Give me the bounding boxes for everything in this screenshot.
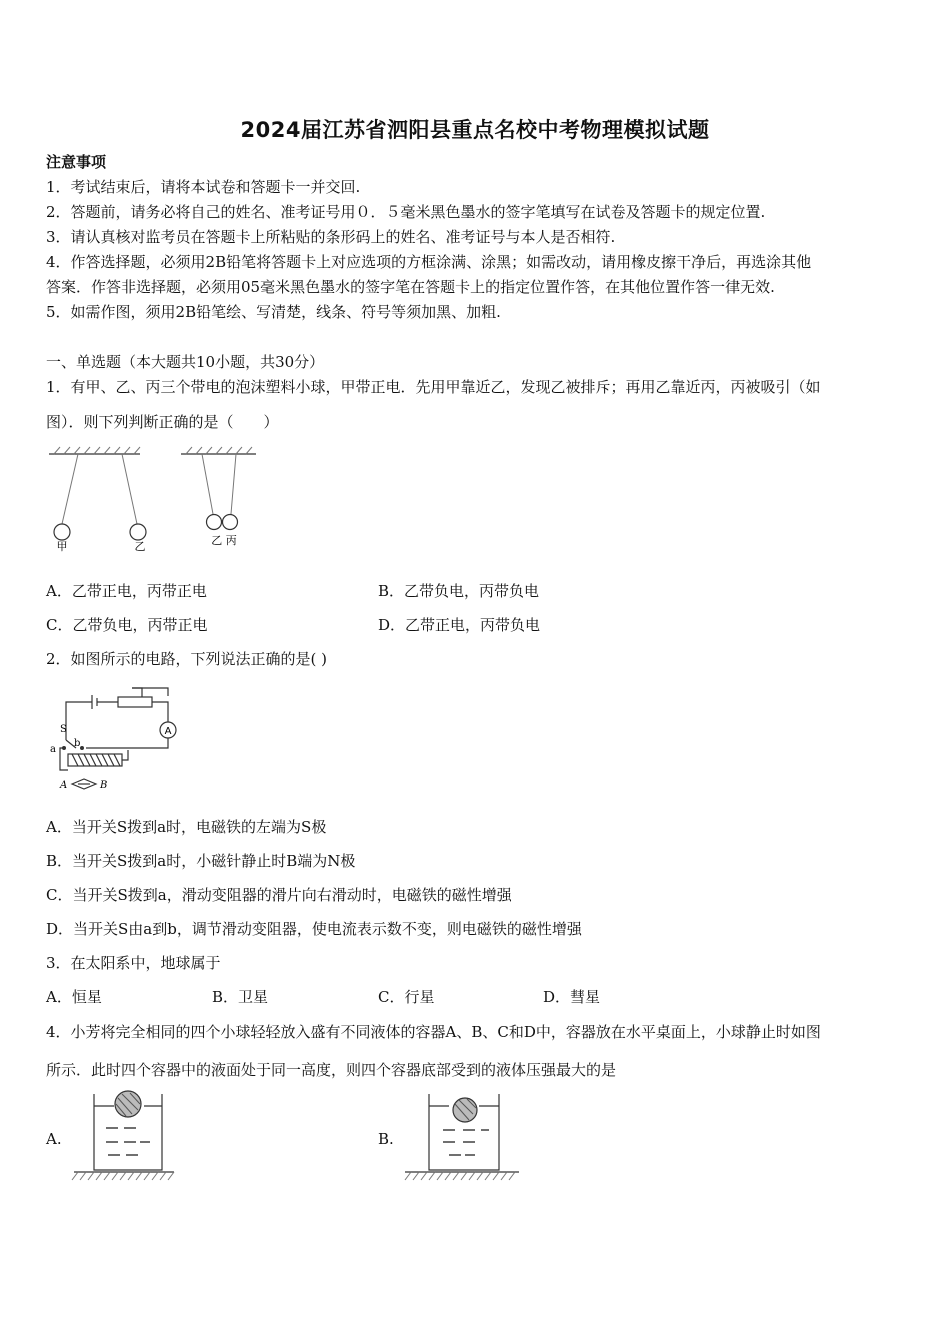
q3-option-d[interactable]: D．彗星	[543, 988, 601, 1006]
q1-stem-line2: 图）．则下列判断正确的是（ ）	[46, 413, 279, 431]
switch-label: S	[60, 724, 67, 735]
notice-item: 答案．作答非选择题，必须用05毫米黑色墨水的签字笔在答题卡上的指定位置作答，在其他位置作答一律无效.	[46, 278, 775, 296]
q4-stem-line1: 4．小芳将完全相同的四个小球轻轻放入盛有不同液体的容器A、B、C和D中，容器放在水平桌面上，小球静止时如图	[46, 1023, 821, 1041]
q4-stem-line2: 所示．此时四个容器中的液面处于同一高度，则四个容器底部受到的液体压强最大的是	[46, 1061, 617, 1079]
q1-option-a[interactable]: A．乙带正电，丙带正电	[46, 582, 207, 600]
notice-item: 2．答题前，请务必将自己的姓名、准考证号用０．５毫米黑色墨水的签字笔填写在试卷及答题卡的规定位置.	[46, 203, 766, 221]
q4-container-b	[403, 1090, 523, 1185]
label-yi-bing: 乙 丙	[211, 534, 237, 547]
needle-b-label: B	[100, 780, 108, 791]
q1-option-c[interactable]: C．乙带负电，丙带正电	[46, 616, 208, 634]
notice-item: 1．考试结束后，请将本试卷和答题卡一并交回.	[46, 178, 361, 196]
q4-label-a[interactable]: A.	[46, 1130, 62, 1148]
q4-label-b[interactable]: B.	[378, 1130, 394, 1148]
terminal-a-label: a	[50, 744, 56, 755]
notice-item: 4．作答选择题，必须用2B铅笔将答题卡上对应选项的方框涂满、涂黑；如需改动，请用橡皮擦干净后，再选涂其他	[46, 253, 812, 271]
q2-option-b[interactable]: B．当开关S拨到a时，小磁针静止时B端为N极	[46, 852, 356, 870]
q4-container-a	[72, 1090, 182, 1185]
q2-option-d[interactable]: D．当开关S由a到b，调节滑动变阻器，使电流表示数不变，则电磁铁的磁性增强	[46, 920, 582, 938]
label-jia: 甲	[56, 540, 68, 553]
section-heading: 一、单选题（本大题共10小题，共30分）	[46, 353, 325, 371]
notice-heading: 注意事项	[46, 153, 107, 171]
notice-item: 3．请认真核对监考员在答题卡上所粘贴的条形码上的姓名、准考证号与本人是否相符.	[46, 228, 616, 246]
q1-stem-line1: 1．有甲、乙、丙三个带电的泡沫塑料小球，甲带正电．先用甲靠近乙，发现乙被排斥；再用乙靠近丙，丙被吸引（如	[46, 378, 821, 396]
ammeter-label: A	[164, 726, 172, 737]
q1-pendulum-figure	[44, 446, 264, 556]
terminal-b-label: b	[74, 738, 81, 749]
q3-stem: 3．在太阳系中，地球属于	[46, 954, 221, 972]
q2-circuit-figure	[48, 684, 188, 794]
needle-a-label: A	[60, 780, 68, 791]
q3-option-a[interactable]: A．恒星	[46, 988, 102, 1006]
q1-option-d[interactable]: D．乙带正电，丙带负电	[378, 616, 541, 634]
notice-item: 5．如需作图，须用2B铅笔绘、写清楚，线条、符号等须加黑、加粗.	[46, 303, 501, 321]
label-yi: 乙	[134, 540, 146, 553]
q2-option-c[interactable]: C．当开关S拨到a，滑动变阻器的滑片向右滑动时，电磁铁的磁性增强	[46, 886, 512, 904]
page-title: 2024届江苏省泗阳县重点名校中考物理模拟试题	[240, 118, 710, 142]
q3-option-b[interactable]: B．卫星	[212, 988, 269, 1006]
q1-option-b[interactable]: B．乙带负电，丙带负电	[378, 582, 540, 600]
q2-option-a[interactable]: A．当开关S拨到a时，电磁铁的左端为S极	[46, 818, 327, 836]
q2-stem: 2．如图所示的电路，下列说法正确的是( )	[46, 650, 328, 668]
q3-option-c[interactable]: C．行星	[378, 988, 435, 1006]
